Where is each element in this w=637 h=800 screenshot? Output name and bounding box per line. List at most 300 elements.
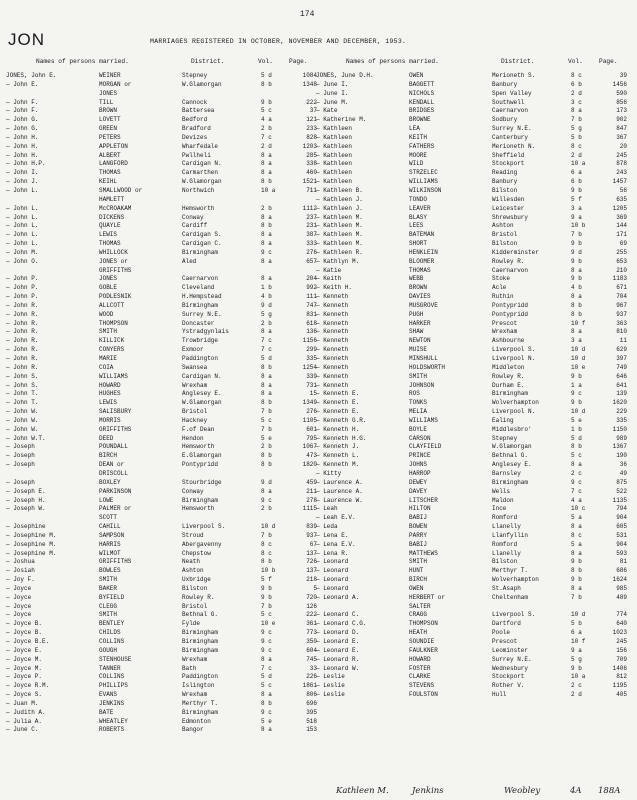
entry-page: 522 <box>616 487 627 495</box>
entry-district: Prescot <box>492 638 518 645</box>
register-row <box>316 205 634 214</box>
entry-volume: 7 b <box>261 602 272 610</box>
entry-name: — John E. <box>6 80 39 88</box>
entry-name: JONES, June D.H. <box>316 72 374 79</box>
entry-spouse: WOOD <box>99 310 114 318</box>
register-row <box>316 603 634 612</box>
entry-volume: 2 d <box>571 151 582 159</box>
entry-page: 653 <box>616 257 627 265</box>
entry-name: — Joseph W. <box>6 505 46 513</box>
entry-volume: 9 b <box>261 98 272 106</box>
entry-district: Cardigan S. <box>182 231 222 239</box>
entry-volume: 5 b <box>571 620 582 628</box>
entry-spouse: HUGHES <box>99 390 121 398</box>
entry-volume: 9 a <box>571 646 582 654</box>
entry-volume: 8 a <box>261 160 272 168</box>
entry-volume: 8 b <box>261 452 272 460</box>
entry-spouse: HARROP <box>409 469 431 477</box>
entry-district: Ince <box>492 505 507 513</box>
entry-district: Ystradgynlais <box>182 328 229 336</box>
entry-page: 1105 <box>302 416 317 424</box>
entry-spouse: SALTER <box>409 602 431 610</box>
entry-spouse: SMITH <box>99 576 118 584</box>
entry-volume: 7 b <box>261 408 272 416</box>
entry-volume: 8 a <box>571 523 582 531</box>
entry-page: 1067 <box>302 443 317 451</box>
register-row <box>316 479 634 488</box>
entry-name: — John W.T. <box>6 434 46 442</box>
entry-page: 126 <box>306 602 317 610</box>
entry-spouse: QUAYLE <box>99 222 121 230</box>
register-row <box>316 258 634 267</box>
entry-name: — Leslie <box>316 691 345 699</box>
entry-page: 967 <box>616 301 627 309</box>
entry-name: — Kenneth <box>316 319 349 327</box>
entry-district: Caernarvon <box>492 107 529 115</box>
entry-volume: 8 b <box>261 461 272 469</box>
entry-spouse: PHILLIPS <box>99 682 128 690</box>
entry-spouse: JOHNS <box>409 461 428 469</box>
entry-page: 1521 <box>302 178 317 186</box>
entry-volume: 10 e <box>261 620 276 628</box>
entry-volume: 9 c <box>571 390 582 398</box>
entry-page: 245 <box>616 638 627 645</box>
entry-spouse: BROWN <box>409 284 428 292</box>
entry-district: Caernarvon <box>492 266 529 274</box>
entry-page: 111 <box>306 293 317 301</box>
register-row <box>6 470 318 479</box>
entry-name: — John H. <box>6 151 39 159</box>
entry-volume: 5 c <box>261 611 272 619</box>
entry-name: — Kenneth H. <box>316 425 360 433</box>
register-row <box>6 550 318 559</box>
entry-volume: 9 a <box>571 213 582 221</box>
entry-volume: 8 a <box>261 381 272 389</box>
entry-name: — Lena E.V. <box>316 540 356 548</box>
entry-name: — Joyce R.M. <box>6 682 50 690</box>
entry-name: — Kathlyn M. <box>316 257 360 265</box>
entry-volume: 9 c <box>261 638 272 645</box>
entry-name: — Kenneth <box>316 372 349 380</box>
entry-district: Reading <box>492 169 518 177</box>
entry-spouse: HOWARD <box>409 655 431 663</box>
entry-spouse: BIRCH <box>99 452 118 460</box>
entry-district: Liverpool S. <box>492 346 536 354</box>
entry-spouse: BABIJ <box>409 540 428 548</box>
entry-name: — Joyce <box>6 602 32 610</box>
entry-district: Conway <box>182 213 204 221</box>
register-row <box>6 355 318 364</box>
entry-volume: 8 b <box>571 567 582 575</box>
entry-volume: 8 b <box>261 222 272 230</box>
entry-spouse: MUSGROVE <box>409 301 438 309</box>
entry-district: Fylde <box>182 620 201 628</box>
register-row <box>316 267 634 276</box>
entry-volume: 8 b <box>261 178 272 186</box>
entry-volume: 5 g <box>571 655 582 663</box>
entry-page: 397 <box>616 355 627 362</box>
entry-volume: 7 c <box>261 337 272 345</box>
entry-name: — Joyce E. <box>6 646 43 654</box>
entry-volume: 8 a <box>261 231 272 239</box>
entry-district: Anglesey E. <box>182 390 222 398</box>
entry-spouse: LANGFORD <box>99 160 128 168</box>
entry-volume: 7 b <box>571 116 582 124</box>
entry-spouse: SOUNDIE <box>409 638 435 645</box>
header-vol: Vol. <box>568 58 583 65</box>
entry-spouse: STRZELEC <box>409 169 438 177</box>
entry-district: Ashbourne <box>492 337 525 345</box>
entry-name: — June M. <box>316 98 349 106</box>
entry-district: Barnsley <box>492 469 521 477</box>
entry-page: 810 <box>616 328 627 336</box>
entry-spouse: SMITH <box>99 611 118 619</box>
entry-volume: 8 a <box>261 655 272 663</box>
entry-spouse: DEED <box>99 434 114 442</box>
register-row <box>6 656 318 665</box>
entry-page: 233 <box>306 125 317 133</box>
surname-heading: JON <box>8 30 45 49</box>
entry-district: W.Glamorgan <box>182 178 222 186</box>
entry-spouse: LEA <box>409 125 420 133</box>
entry-spouse: ROBERTS <box>99 726 125 734</box>
left-column <box>6 58 318 735</box>
entry-district: Bath <box>182 664 197 672</box>
entry-spouse: CHILDS <box>99 629 121 637</box>
entry-volume: 8 a <box>571 266 582 274</box>
handwritten-vol: 4A <box>570 786 582 796</box>
register-row <box>6 267 318 276</box>
entry-page: 1254 <box>302 363 317 371</box>
register-row <box>316 417 634 426</box>
entry-name: — Kenneth E. <box>316 408 360 416</box>
entry-spouse: FOSTER <box>409 664 431 672</box>
entry-page: 847 <box>616 125 627 133</box>
register-row <box>316 90 634 99</box>
entry-district: Wharfedale <box>182 142 219 150</box>
entry-spouse: JONES <box>99 89 118 97</box>
entry-name: — John T. <box>6 399 39 407</box>
register-row <box>6 603 318 612</box>
entry-volume: 8 a <box>261 240 272 248</box>
entry-page: 136 <box>306 328 317 336</box>
entry-spouse: BENTLEY <box>99 620 125 628</box>
entry-district: Surrey N.E. <box>492 125 532 133</box>
entry-name: — Kathleen R. <box>316 248 363 256</box>
entry-volume: 9 b <box>571 275 582 283</box>
entry-volume: 5 f <box>261 576 272 584</box>
register-row <box>6 691 318 700</box>
entry-page: 629 <box>616 346 627 354</box>
entry-district: Stourbridge <box>182 478 222 486</box>
entry-name: — Laurence A. <box>316 478 363 486</box>
entry-volume: 1 b <box>571 425 582 433</box>
register-row <box>316 461 634 470</box>
entry-spouse: PUGH <box>409 310 424 318</box>
entry-name: — Joyce M. <box>6 664 43 672</box>
entry-district: Surrey N.E. <box>492 655 532 663</box>
entry-volume: 10 b <box>571 222 586 230</box>
entry-district: Merthyr T. <box>182 699 219 707</box>
entry-spouse: WHILLOCK <box>99 248 128 256</box>
entry-page: 33 <box>309 664 317 672</box>
entry-name: JONES, John E. <box>6 72 57 79</box>
entry-spouse: MARIE <box>99 355 118 362</box>
handwritten-spouse: Jenkins <box>412 786 444 796</box>
entry-district: Exmoor <box>182 346 204 354</box>
entry-spouse: LEWIS <box>99 231 118 239</box>
register-row <box>316 275 634 284</box>
entry-district: Birmingham <box>182 496 219 504</box>
register-row <box>316 81 634 90</box>
entry-volume: 9 c <box>261 496 272 504</box>
entry-spouse: FOULSTON <box>409 691 438 699</box>
entry-name: — John P. <box>6 275 39 283</box>
entry-spouse: CLAYFIELD <box>409 443 442 451</box>
register-row <box>6 709 318 718</box>
entry-name: — Joseph <box>6 461 35 469</box>
entry-volume: 9 d <box>261 301 272 309</box>
entry-name: — Katie <box>316 266 342 274</box>
entry-spouse: KEIHL <box>99 178 118 186</box>
entry-district: Cannock <box>182 98 208 106</box>
entry-page: 36 <box>619 461 627 469</box>
entry-volume: 7 b <box>261 531 272 539</box>
register-row <box>316 611 634 620</box>
entry-name: — Keith H. <box>316 284 353 292</box>
entry-district: Middleton <box>492 363 525 371</box>
entry-district: Willesden <box>492 195 525 203</box>
register-row <box>6 311 318 320</box>
entry-page: 828 <box>306 133 317 141</box>
entry-name: — Josephine M. <box>6 540 57 548</box>
entry-spouse: PARRY <box>409 531 428 539</box>
entry-district: Wrexham <box>182 655 208 663</box>
entry-page: 657 <box>306 257 317 265</box>
entry-spouse: SMITH <box>99 328 118 336</box>
register-row <box>316 99 634 108</box>
entry-name: — Kenneth <box>316 381 349 389</box>
entry-name: — John S. <box>6 381 39 389</box>
entry-volume: 8 b <box>571 310 582 318</box>
entry-page: 989 <box>616 434 627 442</box>
entry-name: — Kathleen <box>316 133 353 141</box>
entry-volume: 5 a <box>571 514 582 522</box>
entry-volume: 8 a <box>261 169 272 177</box>
register-row <box>6 726 318 735</box>
entry-page: 15 <box>309 390 317 398</box>
register-row <box>6 320 318 329</box>
entry-district: Stepney <box>492 434 518 442</box>
entry-district: Anglesey E. <box>492 461 532 469</box>
entry-name: — Kenneth <box>316 310 349 318</box>
entry-district: Devizes <box>182 133 208 141</box>
register-row <box>6 231 318 240</box>
entry-volume: 2 c <box>571 469 582 477</box>
entry-spouse: BATE <box>99 708 114 716</box>
entry-district: Birmingham <box>182 646 219 654</box>
entry-volume: 7 c <box>261 133 272 141</box>
entry-volume: 8 a <box>261 487 272 495</box>
entry-volume: 10 d <box>261 523 276 531</box>
entry-page: 1348 <box>302 80 317 88</box>
register-row <box>6 452 318 461</box>
register-row <box>6 611 318 620</box>
entry-name: — Joyce B. <box>6 629 43 637</box>
entry-district: Birmingham <box>182 248 219 256</box>
entry-district: Leominster <box>492 646 529 654</box>
entry-name: — Kathleen J. <box>316 204 363 212</box>
entry-district: Romford <box>492 540 518 548</box>
entry-page: 339 <box>306 372 317 380</box>
entry-district: Bethnal G. <box>492 452 529 460</box>
entry-volume: 8 c <box>571 531 582 539</box>
entry-district: Birmingham <box>182 301 219 309</box>
register-row <box>316 231 634 240</box>
entry-spouse: DRISCOLL <box>99 469 128 477</box>
entry-name: — Leonard <box>316 584 349 592</box>
entry-page: 171 <box>616 231 627 239</box>
entry-page: 635 <box>616 195 627 203</box>
entry-page: 1112 <box>302 204 317 212</box>
register-row <box>6 275 318 284</box>
entry-district: Wrexham <box>492 328 518 336</box>
entry-spouse: BATEMAN <box>409 231 435 239</box>
entry-name: — John L. <box>6 186 39 194</box>
entry-page: 992 <box>306 284 317 292</box>
entry-district: Wednesbury <box>492 664 529 672</box>
entry-spouse: DAVIES <box>409 293 431 301</box>
entry-name: — Leda <box>316 523 338 531</box>
entry-spouse: CLARKE <box>409 673 431 681</box>
entry-volume: 5 c <box>571 452 582 460</box>
entry-spouse: SMALLWOOD or <box>99 186 143 194</box>
entry-district: Merioneth N. <box>492 142 536 150</box>
register-row <box>6 647 318 656</box>
register-row <box>316 240 634 249</box>
entry-name: — Julia A. <box>6 717 43 725</box>
register-row <box>6 629 318 638</box>
register-row <box>316 214 634 223</box>
register-row <box>6 81 318 90</box>
entry-spouse: SMITH <box>409 372 428 380</box>
register-row <box>316 426 634 435</box>
entry-spouse: CLEGG <box>99 602 118 610</box>
entry-name: — Kathleen <box>316 169 353 177</box>
entry-district: Bilston <box>182 584 208 592</box>
entry-spouse: KEITH <box>409 133 428 141</box>
entry-volume: 8 b <box>261 699 272 707</box>
entry-spouse: GRIFFITHS <box>99 266 132 274</box>
entry-page: 69 <box>619 240 627 248</box>
entry-district: Bristol <box>182 408 208 416</box>
entry-district: H.Hempstead <box>182 293 222 301</box>
entry-page: 229 <box>616 408 627 416</box>
entry-district: Trowbridge <box>182 337 219 345</box>
register-row <box>316 249 634 258</box>
entry-name: — June C. <box>6 726 39 734</box>
register-row <box>316 443 634 452</box>
entry-volume: 9 c <box>261 248 272 256</box>
register-row <box>6 576 318 585</box>
right-entries <box>316 72 634 700</box>
entry-volume: 5 c <box>261 682 272 690</box>
entry-name: — Leah E.V. <box>316 514 356 522</box>
register-row <box>316 399 634 408</box>
entry-spouse: BAGGETT <box>409 80 435 88</box>
entry-volume: 4 a <box>261 116 272 124</box>
entry-page: 1135 <box>612 496 627 504</box>
register-row <box>6 169 318 178</box>
entry-page: 774 <box>616 611 627 619</box>
entry-name: — Josephine M. <box>6 531 57 539</box>
register-row <box>6 638 318 647</box>
entry-page: 518 <box>306 717 317 725</box>
entry-spouse: COIA <box>99 363 114 371</box>
entry-volume: 8 a <box>571 584 582 592</box>
entry-page: 1620 <box>612 399 627 407</box>
register-row <box>6 408 318 417</box>
register-row <box>316 550 634 559</box>
entry-district: Ealing <box>492 416 514 424</box>
entry-volume: 10 d <box>571 346 586 354</box>
register-row <box>6 214 318 223</box>
entry-spouse: BLASY <box>409 213 428 221</box>
header-district: District. <box>191 58 225 65</box>
entry-name: — Leonard <box>316 576 349 584</box>
entry-spouse: TONDO <box>409 195 428 203</box>
entry-page: 460 <box>306 169 317 177</box>
entry-district: Kidderminster <box>492 248 539 256</box>
entry-page: 1183 <box>612 275 627 283</box>
entry-page: 904 <box>616 514 627 522</box>
entry-district: Wolverhampton <box>492 576 539 584</box>
entry-volume: 5 d <box>261 72 272 79</box>
entry-district: Ruthin <box>492 293 514 301</box>
entry-volume: 3 c <box>571 98 582 106</box>
entry-volume: 2 b <box>261 443 272 451</box>
entry-page: 363 <box>616 319 627 327</box>
entry-spouse: ALBERT <box>99 151 121 159</box>
entry-page: 218 <box>306 576 317 584</box>
entry-page: 1205 <box>612 204 627 212</box>
register-title: MARRIAGES REGISTERED IN OCTOBER, NOVEMBER AND DECEMBER, 1953. <box>150 38 407 45</box>
entry-district: Birmingham <box>182 638 219 645</box>
entry-district: Carmarthen <box>182 169 219 177</box>
entry-district: Banbury <box>492 80 518 88</box>
entry-name: — Joyce S. <box>6 691 43 699</box>
entry-spouse: ROS <box>409 390 420 398</box>
register-row <box>316 691 634 700</box>
entry-volume: 9 b <box>571 186 582 194</box>
entry-page: 531 <box>616 531 627 539</box>
entry-district: Acle <box>492 284 507 292</box>
entry-spouse: NICHOLS <box>409 89 435 97</box>
entry-page: 839 <box>306 523 317 531</box>
entry-name: — John O. <box>6 257 39 265</box>
register-row <box>316 187 634 196</box>
entry-name: — Lena R. <box>316 549 349 557</box>
register-row <box>316 673 634 682</box>
entry-volume: 10 d <box>571 611 586 619</box>
register-row <box>316 620 634 629</box>
entry-spouse: MUISE <box>409 346 428 354</box>
entry-volume: 5 e <box>261 717 272 725</box>
entry-volume: 2 b <box>261 125 272 133</box>
entry-spouse: MINSHULL <box>409 355 438 362</box>
entry-spouse: BOWEN <box>409 523 428 531</box>
entry-spouse: ALLCOTT <box>99 301 125 309</box>
